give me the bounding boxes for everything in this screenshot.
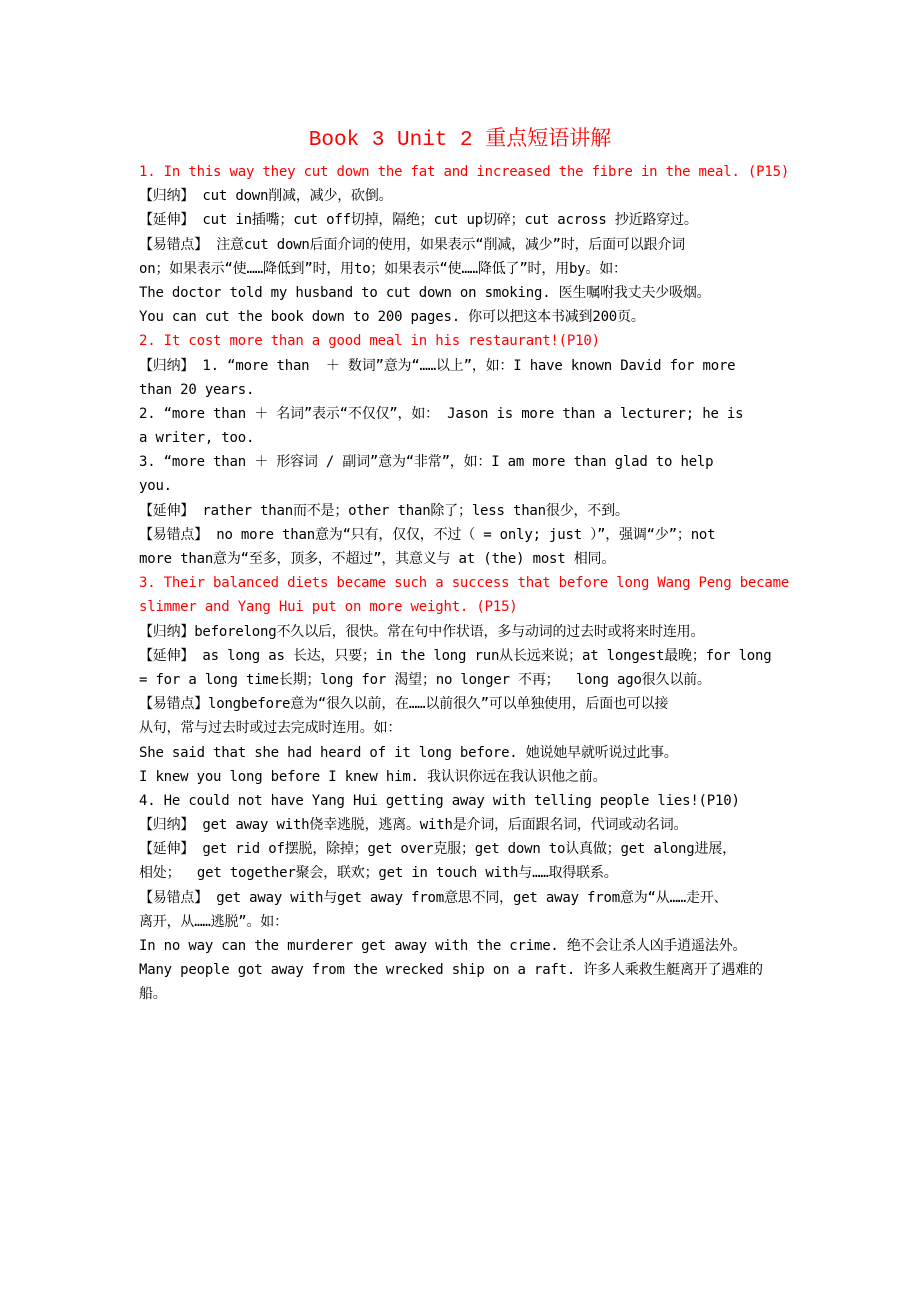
section-heading-line: 1. In this way they cut down the fat and increased the fibre in the meal. (P15) — [139, 164, 790, 180]
text-line: you. — [139, 478, 172, 495]
text-line: 【易错点】 get away with与get away from意思不同，get away from意为“从……走开、 — [139, 889, 728, 906]
text-line: 2. “more than ＋ 名词”表示“不仅仅”，如： Jason is more than a lecturer; he is — [139, 405, 744, 422]
text-line: a writer, too. — [139, 430, 255, 447]
text-line: 【归纳】 cut down削减，减少，砍倒。 — [139, 188, 393, 205]
text-line: 【归纳】 1. “more than ＋ 数词”意为“……以上”，如：I have known David for more — [139, 357, 736, 374]
text-line: 【易错点】 no more than意为“只有，仅仅，不过（ = only; just ）”，强调“少”；not — [139, 526, 716, 543]
text-line: 3. “more than ＋ 形容词 / 副词”意为“非常”，如：I am more than glad to help — [139, 454, 714, 471]
text-line: 【延伸】 cut in插嘴；cut off切掉，隔绝；cut up切碎；cut across 抄近路穿过。 — [139, 212, 698, 229]
text-line: on；如果表示“使……降低到”时，用to；如果表示“使……降低了”时，用by。如： — [139, 260, 627, 277]
text-line: 【归纳】 get away with侥幸逃脱，逃离。with是介词，后面跟名词，代词或动名词。 — [139, 817, 688, 834]
text-line: 【易错点】 注意cut down后面介词的使用，如果表示“削减，减少”时，后面可以跟介词 — [139, 236, 685, 253]
text-line: 离开，从……逃脱”。如： — [139, 913, 288, 930]
section-heading-line: 2. It cost more than a good meal in his restaurant!(P10) — [139, 333, 600, 350]
text-line: 【归纳】beforelong不久以后，很快。常在句中作状语，多与动词的过去时或将来时连用。 — [139, 623, 705, 640]
text-line: I knew you long before I knew him. 我认识你远在我认识他之前。 — [139, 768, 607, 785]
section-heading-line: slimmer and Yang Hui put on more weight. (P15) — [139, 599, 518, 616]
document-body — [139, 160, 819, 1007]
text-line: 船。 — [139, 986, 167, 1003]
section-heading-line: 3. Their balanced diets became such a success that before long Wang Peng became — [139, 575, 790, 592]
text-line: 从句，常与过去时或过去完成时连用。如： — [139, 720, 402, 737]
text-line: Many people got away from the wrecked ship on a raft. 许多人乘救生艇离开了遇难的 — [139, 962, 763, 979]
text-line: The doctor told my husband to cut down on smoking. 医生嘱咐我丈夫少吸烟。 — [139, 284, 711, 301]
text-line: In no way can the murderer get away with the crime. 绝不会让杀人凶手逍遥法外。 — [139, 938, 747, 954]
text-line: than 20 years. — [139, 381, 255, 398]
text-line: She said that she had heard of it long before. 她说她早就听说过此事。 — [139, 744, 678, 761]
text-line: = for a long time长期；long for 渴望；no longer 不再； long ago很久以前。 — [139, 671, 711, 688]
page-title: Book 3 Unit 2 重点短语讲解 — [308, 129, 612, 152]
text-line: You can cut the book down to 200 pages. 你可以把这本书减到200页。 — [139, 309, 645, 326]
text-line: 【延伸】 as long as 长达，只要；in the long run从长远来说；at longest最晚；for long — [139, 647, 772, 664]
text-line: 相处； get together聚会，联欢；get in touch with与……取得联系。 — [139, 865, 618, 882]
text-line: 【延伸】 get rid of摆脱，除掉；get over克服；get down to认真做；get along进展， — [139, 841, 736, 858]
text-line: more than意为“至多，顶多，不超过”，其意义与 at (the) most 相同。 — [139, 551, 616, 567]
text-line: 4. He could not have Yang Hui getting away with telling people lies!(P10) — [139, 792, 740, 809]
text-line: 【延伸】 rather than而不是；other than除了；less than很少，不到。 — [139, 502, 629, 519]
text-line: 【易错点】longbefore意为“很久以前，在……以前很久”可以单独使用，后面也可以接 — [139, 696, 669, 713]
